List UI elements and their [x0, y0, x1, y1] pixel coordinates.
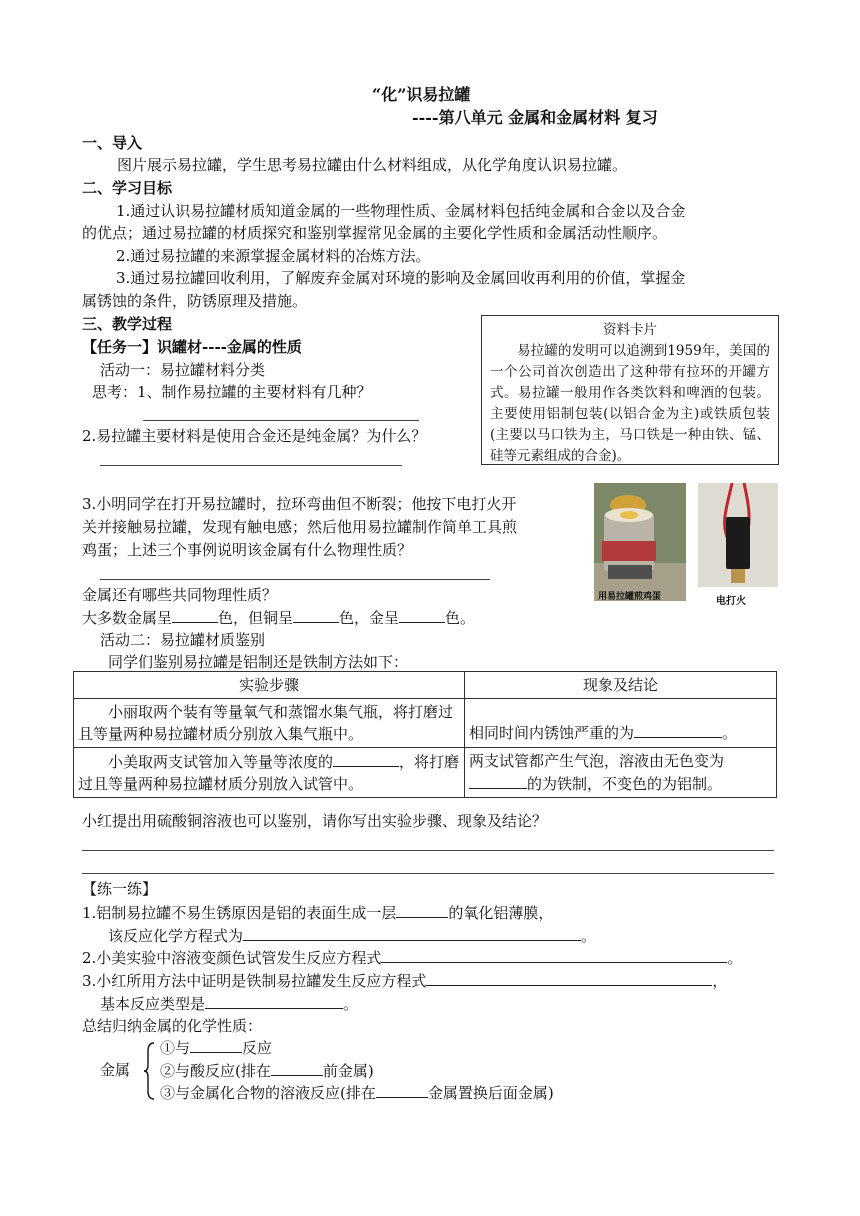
row-2-step: [74, 748, 465, 798]
photo-2-caption: 电打火: [716, 596, 746, 607]
row-1-result: [465, 699, 777, 748]
practice-3: [82, 969, 727, 992]
summary-item-2-text-b: 前金属): [322, 1062, 374, 1080]
section-heading-goals: 二、学习目标: [82, 179, 173, 197]
practice-2: [82, 946, 742, 969]
think-question-1: 思考：1、制作易拉罐的主要材料有几种？: [92, 383, 372, 401]
row-2-result-text-b: 的为铁制，不变色的为铝制。: [527, 775, 723, 793]
summary-item-3-text-a: ③与金属化合物的溶液反应(排在: [160, 1084, 376, 1102]
igniter-illustration: [698, 483, 778, 587]
blank-solution-color[interactable]: [469, 772, 527, 789]
practice-2-text: 2.小美实验中溶液变颜色试管发生反应方程式: [82, 949, 382, 967]
table-header-row: [74, 672, 777, 699]
color-text-4: 色。: [445, 609, 476, 627]
practice-1-text-a: 1.铝制易拉罐不易生锈原因是铝的表面生成一层: [82, 904, 397, 922]
table-header-results: 现象及结论: [465, 672, 777, 699]
blank-oxide-property[interactable]: [396, 901, 448, 918]
activity-2: 活动二：易拉罐材质鉴别: [100, 631, 266, 649]
question-more-properties: 金属还有哪些共同物理性质？: [82, 586, 278, 604]
can-egg-illustration: [594, 483, 686, 601]
summary-metal-label: 金属: [100, 1061, 131, 1079]
page-subtitle: ----第八单元 金属和金属材料 复习: [412, 108, 658, 127]
info-card-title: 资料卡片: [603, 322, 657, 338]
summary-item-2: [160, 1059, 374, 1082]
row-2-step-text-b: ，将打磨过且等量两种易拉罐材质分别放入试管中。: [78, 753, 460, 793]
practice-3-type-end: 。: [343, 995, 359, 1013]
question-2: 2.易拉罐主要材料是使用合金还是纯金属？为什么？: [82, 427, 427, 445]
method-intro: 同学们鉴别易拉罐是铝制还是铁制方法如下：: [108, 653, 409, 671]
blank-gold-color[interactable]: [399, 606, 445, 623]
info-card-text: 易拉罐的发明可以追溯到1959年，美国的一个公司首次创造出了这种带有拉环的开罐方式。易拉罐一般用作各类饮料和啤酒的包装。主要使用铝制包装(以铝合金为主)或铁质包装(主要以马口铁为主，马口铁是一种由铁、锰、硅等元素组成的合金)。: [490, 343, 770, 464]
table-row: [74, 748, 777, 798]
practice-3-text: 3.小红所用方法中证明是铁制易拉罐发生反应方程式: [82, 972, 427, 990]
photo-1-caption: 用易拉罐煎鸡蛋: [598, 592, 662, 601]
summary-item-1: [160, 1036, 272, 1059]
color-text-1: 大多数金属呈: [82, 609, 173, 627]
practice-3-end: ，: [712, 972, 728, 990]
photo-can-frying-egg: [594, 483, 686, 601]
goal-3-line-1: 3.通过易拉罐回收利用，了解废弃金属对环境的影响及金属回收再利用的价值，掌握金: [116, 269, 686, 287]
row-2-result-text-a: 两支试管都产生气泡，溶液由无色变为: [469, 752, 725, 770]
xiaohong-question: 小红提出用硫酸铜溶液也可以鉴别，请你写出实验步骤、现象及结论？: [82, 812, 548, 830]
blank-rust-result[interactable]: [634, 721, 722, 738]
row-1-step: 小丽取两个装有等量氧气和蒸馏水集气瓶，将打磨过且等量两种易拉罐材质分别放入集气瓶中。: [74, 699, 465, 748]
info-card: [481, 315, 779, 465]
summary-title: 总结归纳金属的化学性质：: [82, 1017, 263, 1035]
activity-1: 活动一：易拉罐材料分类: [100, 361, 266, 379]
section-heading-process: 三、教学过程: [82, 315, 173, 333]
goal-1-line-1: 1.通过认识易拉罐材质知道金属的一些物理性质、金属材料包括纯金属和合金以及合金: [116, 202, 686, 220]
blank-reaction-type[interactable]: [205, 992, 343, 1009]
blank-equation-2[interactable]: [381, 946, 727, 963]
goal-3-line-2: 属锈蚀的条件，防锈原理及措施。: [82, 292, 308, 310]
table-header-steps: 实验步骤: [74, 672, 465, 699]
color-question: [82, 606, 475, 629]
practice-1-line-2: [108, 924, 596, 947]
blank-most-metals-color[interactable]: [172, 606, 218, 623]
goal-1-line-2: 的优点；通过易拉罐的材质探究和鉴别掌握常见金属的主要化学性质和金属活动性顺序。: [82, 224, 668, 242]
practice-1-text-d: 。: [581, 927, 597, 945]
table-row: [74, 699, 777, 748]
summary-item-2-text-a: ②与酸反应(排在: [160, 1062, 271, 1080]
answer-line-5[interactable]: [82, 873, 774, 874]
practice-1-line-1: [82, 901, 553, 924]
answer-line-1[interactable]: [143, 420, 419, 421]
answer-line-4[interactable]: [82, 850, 774, 851]
section-heading-intro: 一、导入: [82, 134, 143, 152]
row-1-result-text: 相同时间内锈蚀严重的为: [469, 723, 635, 742]
blank-before-element[interactable]: [271, 1059, 323, 1076]
summary-item-3-text-b: 金属置换后面金属): [427, 1084, 554, 1102]
practice-1-text-b: 的氧化铝薄膜，: [448, 904, 554, 922]
left-brace-icon: [143, 1041, 155, 1101]
practice-2-end: 。: [727, 949, 743, 967]
question-3-line-2: 关并接触易拉罐，发现有触电感；然后他用易拉罐制作简单工具煎: [82, 518, 518, 536]
color-text-3: 色，金呈: [339, 609, 400, 627]
question-3-line-1: 3.小明同学在打开易拉罐时，拉环弯曲但不断裂；他按下电打火开: [82, 495, 517, 513]
blank-equation-3[interactable]: [426, 969, 712, 986]
practice-1-text-c: 该反应化学方程式为: [108, 927, 244, 945]
blank-copper-color[interactable]: [293, 606, 339, 623]
blank-equation-1[interactable]: [243, 924, 581, 941]
experiment-table: [73, 671, 777, 798]
summary-item-1-text-a: ①与: [160, 1039, 191, 1057]
practice-heading: 【练一练】: [82, 880, 158, 898]
practice-3-type-text: 基本反应类型是: [100, 995, 206, 1013]
summary-item-1-text-b: 反应: [242, 1039, 273, 1057]
answer-line-3[interactable]: [100, 579, 490, 580]
intro-text: 图片展示易拉罐，学生思考易拉罐由什么材料组成，从化学角度认识易拉罐。: [117, 156, 628, 174]
page-title: “化”识易拉罐: [372, 85, 471, 104]
blank-position[interactable]: [376, 1081, 428, 1098]
goal-2: 2.通过易拉罐的来源掌握金属材料的冶炼方法。: [116, 247, 431, 265]
photo-igniter: [698, 483, 778, 587]
blank-react-with[interactable]: [190, 1036, 242, 1053]
answer-line-2[interactable]: [100, 465, 402, 466]
question-3-line-3: 鸡蛋；上述三个事例说明该金属有什么物理性质？: [82, 541, 413, 559]
row-2-step-text-a: 小美取两支试管加入等量等浓度的: [108, 753, 334, 771]
task-1-title: 【任务一】识罐材----金属的性质: [82, 338, 302, 356]
summary-item-3: [160, 1081, 554, 1104]
blank-reagent[interactable]: [333, 750, 399, 767]
practice-3-type: [100, 992, 358, 1015]
color-text-2: 色，但铜呈: [218, 609, 294, 627]
row-2-result: [465, 748, 777, 798]
row-1-result-end: 。: [722, 723, 738, 742]
